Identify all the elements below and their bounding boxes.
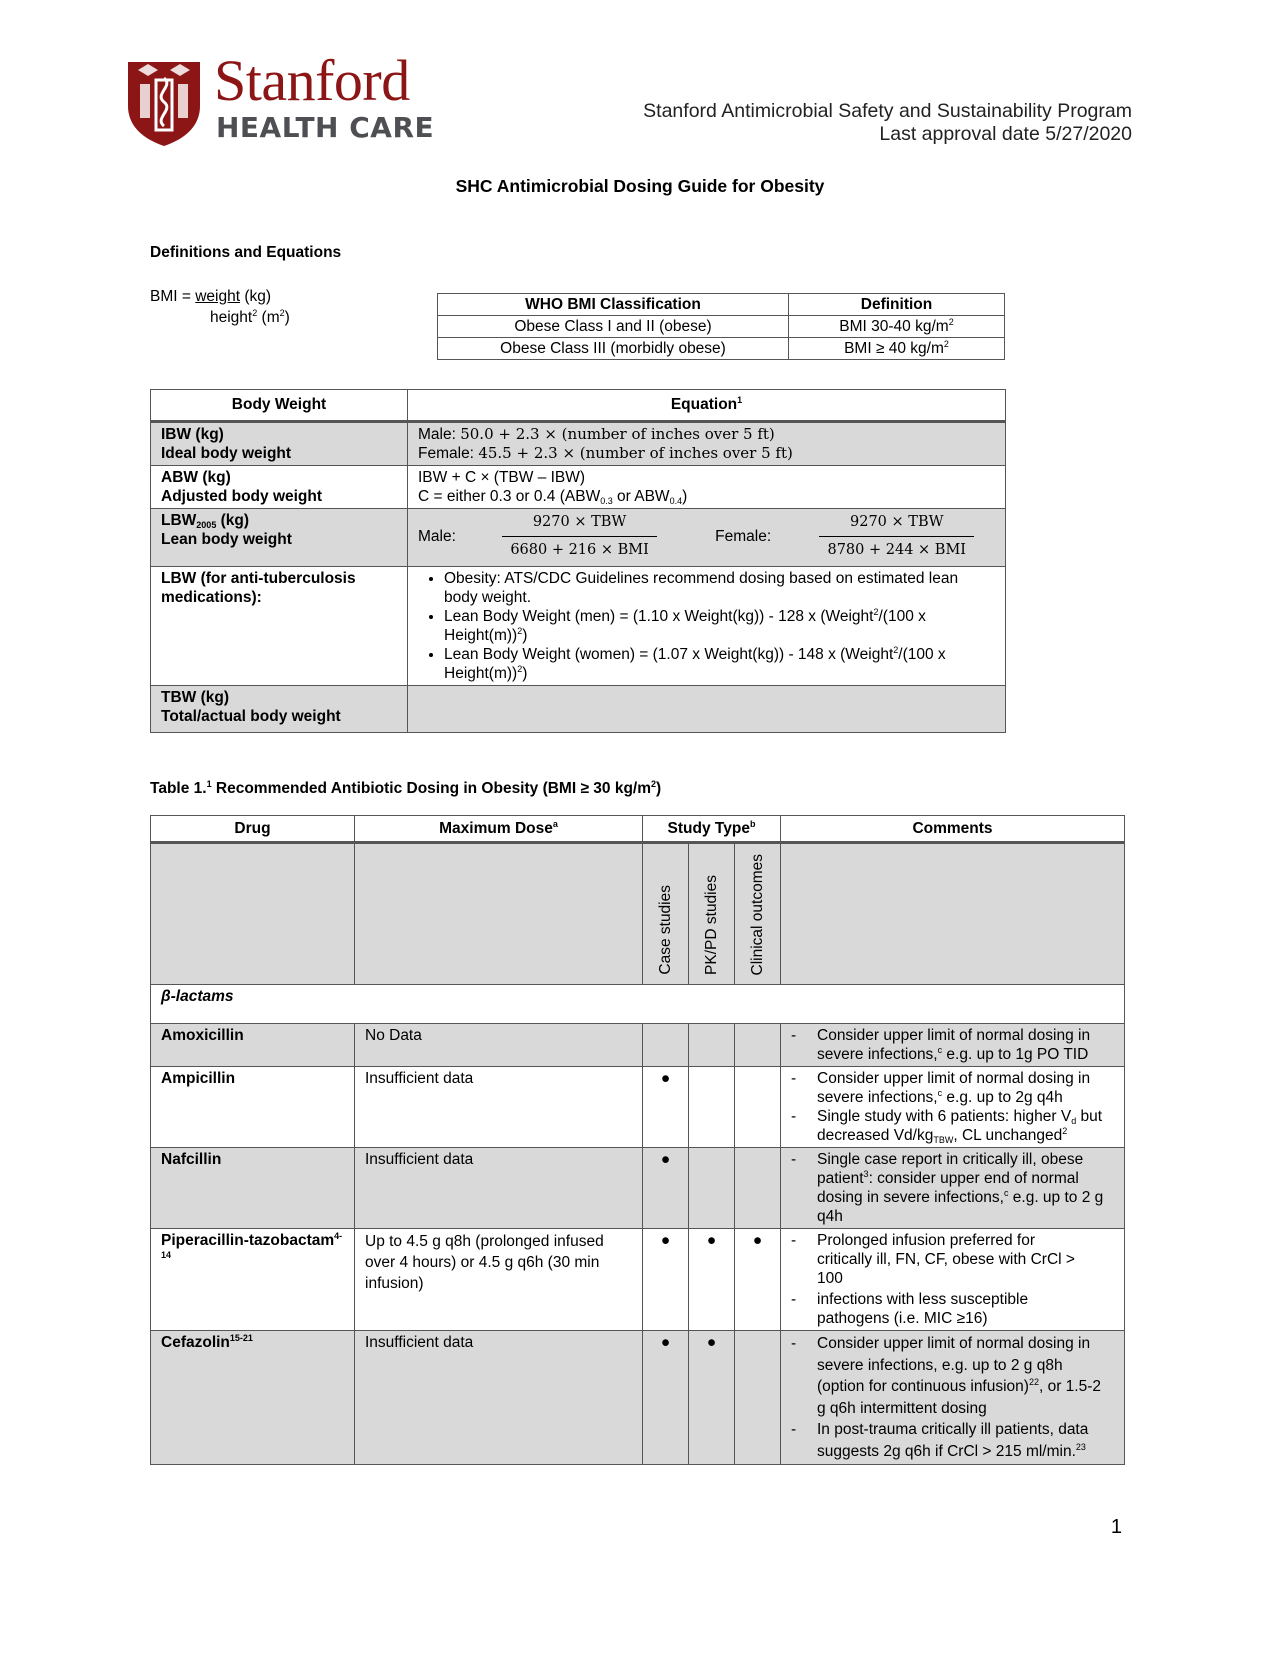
table-row [151,1148,1125,1229]
antibiotic-dosing-table [150,815,1125,1465]
table-row [151,422,1006,466]
max-dose: Up to 4.5 g q8h (prolonged infused over 4 hours) or 4.5 g q6h (30 min infusion) [355,1229,643,1331]
table-row [151,509,1006,567]
bmi-weight: weight [195,288,241,305]
case-studies-label: Case studies [657,885,674,975]
case-study-dot: ● [643,1331,689,1465]
page-number: 1 [1110,1516,1122,1538]
caption-c: ) [656,780,662,797]
dash-bullet: - [791,1151,797,1168]
comment-text: infections with less susceptible pathogens (i.e. MIC ≥16) [817,1291,1029,1327]
ibw-equation [408,422,1006,466]
lbw-female-fraction [819,513,974,560]
dash-bullet: - [791,1291,797,1308]
drug-ref-sup: 4-14 [161,1231,343,1260]
who-cell: BMI ≥ 40 $kg/m^2$ [789,338,1005,360]
comments [781,1067,1125,1148]
lbw-male-den: 6680 + 216 × BMI [510,542,649,558]
stanford-shield-icon [126,60,202,148]
list-item: • Lean Body Weight (men) = (1.10 x Weight(kg)) - 128 x (Weight$^2$/(100 x Height(m))$^2$) [444,607,975,645]
table-cell [735,1148,781,1229]
table-row [151,1024,1125,1067]
drug-name: Nafcillin [151,1148,355,1229]
table-cell [689,1067,735,1148]
comment-sup: 23 [1075,1441,1086,1452]
lbw-label-1a: LBW [161,512,197,529]
comment-sub: TBW [933,1135,954,1145]
who-definition-text: BMI ≥ 40 kg/m [844,339,944,357]
table-row [438,338,1005,360]
comment-sup: c [937,1088,943,1098]
comment-text: In post-trauma critically ill patients, data suggests 2g q6h if CrCl > 215 ml/min. [817,1421,1089,1460]
approval-date: Last approval date 5/27/2020 [879,123,1132,145]
lbw-female-den: 8780 + 244 × BMI [827,542,967,558]
who-definition-text: BMI 30-40 kg/m [839,317,949,335]
table-cell [735,1024,781,1067]
comment-text: Prolonged infusion preferred for critically ill, FN, CF, obese with CrCl > 100 [817,1232,1075,1287]
ibw-male-prefix: Male: [418,426,461,443]
drug-name: Amoxicillin [151,1024,355,1067]
who-header-classification: WHO BMI Classification [438,294,789,316]
lbw-tb-label: LBW (for anti-tuberculosis medications): [151,567,408,686]
table-cell [781,843,1125,985]
table-cell [151,843,355,985]
table-row [438,316,1005,338]
study-type-case [643,843,689,985]
logo-word-health-care: HEALTH CARE [216,111,435,144]
lbw-label-1b: (kg) [216,512,250,529]
abw-line-1: IBW + C × (TBW – IBW) [418,469,586,486]
comment-sub: d [1071,1116,1077,1126]
table-cell [643,1024,689,1067]
body-weight-table [150,389,1006,733]
dash-bullet: - [791,1108,797,1125]
lbw-women-a: Lean Body Weight (women) = (1.07 x Weight(kg)) - 148 x (Weight [444,646,894,663]
bw-header-equation [408,390,1006,422]
max-dose: Insufficient data [355,1148,643,1229]
comment-text: Consider upper limit of normal dosing in severe infections, [817,1027,1091,1063]
abw-label-2: Adjusted body weight [161,488,323,505]
comment-text: e.g. up to 2g q4h [942,1089,1063,1106]
who-cell: Obese Class III (morbidly obese) [438,338,789,360]
pkpd-dot: ● [689,1229,735,1331]
comment-text: , CL unchanged [953,1127,1063,1144]
ibw-label [151,422,408,466]
case-study-dot: ● [643,1148,689,1229]
program-name: Stanford Antimicrobial Safety and Sustainability Program [643,100,1132,122]
table-cell [689,1024,735,1067]
lbw-male-num: 9270 × TBW [502,513,657,537]
list-item: • Obesity: ATS/CDC Guidelines recommend dosing based on estimated lean body weight. [444,569,975,607]
comment-sup: 2 [1062,1126,1068,1136]
abw-sub-2: 0.4 [669,496,683,506]
tbw-label-1: TBW (kg) [161,689,230,706]
tbw-equation [408,686,1006,733]
comment-text: but decreased Vd/kg [817,1108,1103,1144]
table1-caption: Table 1.$^1$ Recommended Antibiotic Dosing in Obesity (BMI ≥ 30 $kg/m^2$) [150,779,662,797]
ibw-female-prefix: Female: [418,445,479,462]
dash-bullet: - [791,1027,797,1044]
who-cell: Obese Class I and II (obese) [438,316,789,338]
max-dose: Insufficient data [355,1331,643,1465]
table-cell [689,1148,735,1229]
drug-name-text: Piperacillin-tazobactam [161,1232,335,1249]
lbw-men-b: /(100 x Height(m)) [444,608,926,644]
who-header-definition: Definition [789,294,1005,316]
who-cell: BMI 30-40 $kg/m^2$ [789,316,1005,338]
lbw-women-b: /(100 x Height(m)) [444,646,946,682]
pkpd-label: PK/PD studies [703,875,720,975]
dash-bullet: - [791,1421,797,1438]
ibw-label-2: Ideal body weight [161,445,292,462]
table-cell [735,1331,781,1465]
comment-text: e.g. up to 2 g q4h [817,1189,1104,1225]
table-row [151,1229,1125,1331]
lbw-men-a: Lean Body Weight (men) = (1.10 x Weight(kg)) - 128 x (Weight [444,608,874,625]
lbw-male-fraction [502,513,657,560]
logo-word-stanford: Stanford [214,48,410,113]
comment-text: Consider upper limit of normal dosing in severe infections, e.g. up to 2 g q8h (option for continuous infusion) [817,1335,1091,1395]
bmi-formula: BMI = weight (kg) height$^2$ $(m^2)$ [150,288,290,326]
document-title: SHC Antimicrobial Dosing Guide for Obesity [455,176,825,196]
study-type-sup: b [749,818,756,829]
bmi-kg: (kg) [240,288,272,305]
comments [781,1331,1125,1465]
dash-bullet: - [791,1070,797,1087]
equation-header-sup: 1 [737,395,743,405]
bmi-height: height [210,309,253,326]
bw-header-body-weight: Body Weight [151,390,408,422]
max-dose: Insufficient data [355,1067,643,1148]
lbw-equation [408,509,1006,567]
header-drug: Drug [151,816,355,843]
table-row [151,843,1125,985]
comment-text: Single case report in critically ill, obese patient [817,1151,1084,1187]
header-max-dose [355,816,643,843]
dash-bullet: - [791,1232,797,1249]
case-study-dot: ● [643,1067,689,1148]
lbw-men-c: ) [522,627,528,644]
table-cell [735,1067,781,1148]
case-study-dot: ● [643,1229,689,1331]
clinical-outcomes-label: Clinical outcomes [749,853,766,975]
comment-sup: 3 [863,1169,869,1179]
ibw-male-eq: 50.0 + 2.3 × (number of inches over 5 ft) [460,425,775,443]
comment-sup: c [937,1045,943,1055]
caption-a: Table 1. [150,780,207,797]
abw-line-2c: ) [682,488,688,505]
table-row [151,985,1125,1024]
who-bmi-table [437,293,1005,360]
abw-line-2a: C = either 0.3 or 0.4 (ABW [418,488,601,505]
abw-line-2b: or ABW [612,488,670,505]
equation-header-text: Equation [670,396,738,413]
header-info [643,100,1132,146]
lbw-label [151,509,408,567]
comment-text: Consider upper limit of normal dosing in severe infections, [817,1070,1091,1106]
lbw-female-label: Female: [715,528,772,545]
lbw-male-label: Male: [418,528,456,545]
comments [781,1148,1125,1229]
abw-sub-1: 0.3 [600,496,613,506]
lbw-female-num: 9270 × TBW [819,513,974,537]
bmi-prefix: BMI = [150,288,196,305]
clinical-dot: ● [735,1229,781,1331]
bmi-close: ) [284,309,290,326]
table-row [151,567,1006,686]
study-type-clinical [735,843,781,985]
header-study-type [643,816,781,843]
comment-text: e.g. up to 1g PO TID [942,1046,1089,1063]
abw-label-1: ABW (kg) [161,469,231,486]
max-dose: No Data [355,1024,643,1067]
header-comments: Comments [781,816,1125,843]
max-dose-text: Maximum Dose [439,819,553,837]
pkpd-dot: ● [689,1331,735,1465]
drug-name [151,1331,355,1465]
drug-name [151,1229,355,1331]
comment-text: : consider upper end of normal dosing in severe infections, [817,1170,1079,1206]
stanford-health-care-logo [126,48,436,150]
table-row [151,466,1006,509]
group-beta-lactams: β-lactams [151,985,1125,1024]
max-dose-sup: a [552,818,558,829]
caption-sup: 1 [206,779,212,789]
list-item: • Lean Body Weight (women) = (1.07 x Weight(kg)) - 148 x (Weight$^2$/(100 x Height(m))$^2$) [444,645,975,683]
tbw-label-2: Total/actual body weight [161,708,341,725]
drug-name-text: Cefazolin [161,1334,230,1351]
dash-bullet: - [791,1335,797,1352]
bmi-m: (m [257,309,280,326]
table-row [151,1331,1125,1465]
lbw-women-c: ) [522,665,528,682]
lbw-tb-equation [408,567,1006,686]
abw-equation [408,466,1006,509]
table-cell [355,843,643,985]
comments [781,1024,1125,1067]
study-type-text: Study Type [667,819,750,837]
comment-sup: 22 [1028,1377,1039,1387]
ibw-label-1: IBW (kg) [161,426,224,443]
lbw-label-sub: 2005 [196,520,217,530]
lbw-label-2: Lean body weight [161,531,292,548]
caption-b: Recommended Antibiotic Dosing in Obesity (BMI ≥ 30 kg/m [211,780,651,797]
drug-ref-sup: 15-21 [229,1333,253,1343]
table-row [151,686,1006,733]
tbw-label [151,686,408,733]
comment-sup: c [1003,1188,1009,1198]
study-type-pkpd [689,843,735,985]
ibw-female-eq: 45.5 + 2.3 × (number of inches over 5 ft) [478,444,793,462]
abw-label [151,466,408,509]
comment-text: Single study with 6 patients: higher V [817,1108,1072,1125]
comments [781,1229,1125,1331]
table-row [151,1067,1125,1148]
comment-text: , or 1.5-2 g q6h intermittent dosing [817,1378,1102,1417]
drug-name: Ampicillin [151,1067,355,1148]
definitions-heading: Definitions and Equations [150,244,342,261]
